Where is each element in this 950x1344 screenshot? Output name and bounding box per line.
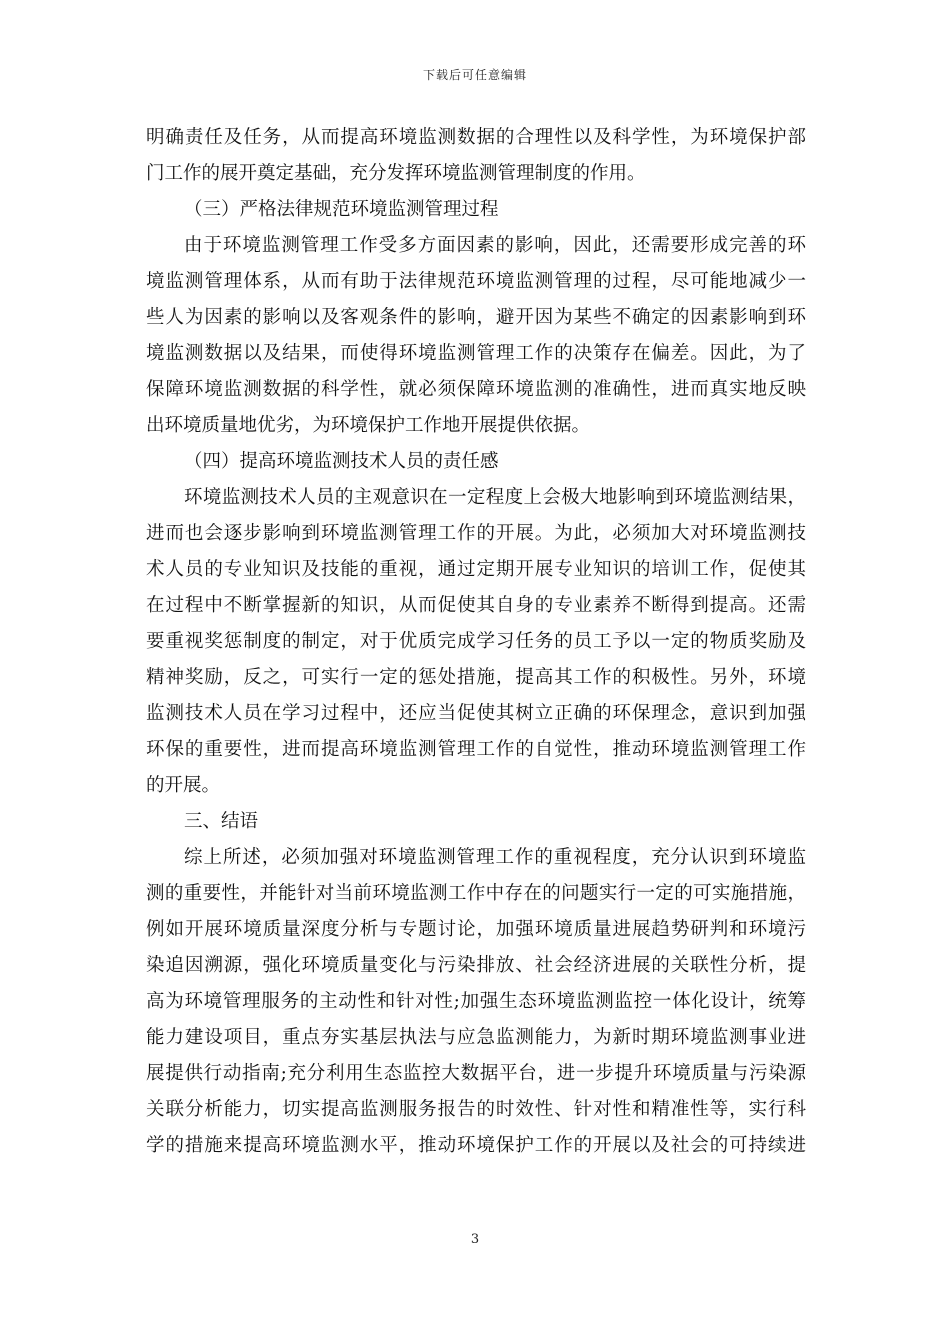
- paragraph-line: 环保的重要性，进而提高环境监测管理工作的自觉性，推动环境监测管理工作: [146, 739, 806, 760]
- paragraph-line: 学的措施来提高环境监测水平，推动环境保护工作的开展以及社会的可持续进: [146, 1135, 806, 1156]
- paragraph-line: 展提供行动指南;充分利用生态监控大数据平台，进一步提升环境质量与污染源: [146, 1063, 806, 1084]
- section-heading: 三、结语: [184, 811, 259, 832]
- paragraph-line: 环境监测技术人员的主观意识在一定程度上会极大地影响到环境监测结果，: [184, 487, 806, 508]
- paragraph-line: 门工作的展开奠定基础，充分发挥环境监测管理制度的作用。: [146, 163, 646, 184]
- document-body: [146, 120, 806, 1164]
- paragraph-line: 例如开展环境质量深度分析与专题讨论，加强环境质量进展趋势研判和环境污: [146, 919, 806, 940]
- paragraph-line: 精神奖励，反之，可实行一定的惩处措施，提高其工作的积极性。另外，环境: [146, 667, 806, 688]
- paragraph-line: 染追因溯源，强化环境质量变化与污染排放、社会经济进展的关联性分析，提: [146, 955, 806, 976]
- section-heading: （三）严格法律规范环境监测管理过程: [184, 199, 499, 220]
- paragraph-line: 进而也会逐步影响到环境监测管理工作的开展。为此，必须加大对环境监测技: [146, 523, 806, 544]
- paragraph-line: 在过程中不断掌握新的知识，从而促使其自身的专业素养不断得到提高。还需: [146, 595, 806, 616]
- paragraph-line: 术人员的专业知识及技能的重视，通过定期开展专业知识的培训工作，促使其: [146, 559, 806, 580]
- paragraph-line: 监测技术人员在学习过程中，还应当促使其树立正确的环保理念，意识到加强: [146, 703, 806, 724]
- paragraph-line: 要重视奖惩制度的制定，对于优质完成学习任务的员工予以一定的物质奖励及: [146, 631, 806, 652]
- paragraph-line: 测的重要性，并能针对当前环境监测工作中存在的问题实行一定的可实施措施，: [146, 883, 806, 904]
- paragraph-line: 综上所述，必须加强对环境监测管理工作的重视程度，充分认识到环境监: [184, 847, 806, 868]
- page-number: 3: [470, 1232, 480, 1247]
- page-header: 下载后可任意编辑: [422, 68, 527, 82]
- section-heading: （四）提高环境监测技术人员的责任感: [184, 451, 499, 472]
- paragraph-line: 的开展。: [146, 775, 221, 796]
- paragraph-line: 境监测数据以及结果，而使得环境监测管理工作的决策存在偏差。因此，为了: [146, 343, 806, 364]
- paragraph-line: 保障环境监测数据的科学性，就必须保障环境监测的准确性，进而真实地反映: [146, 379, 806, 400]
- paragraph-line: 高为环境管理服务的主动性和针对性;加强生态环境监测监控一体化设计，统筹: [146, 991, 806, 1012]
- paragraph-line: 明确责任及任务，从而提高环境监测数据的合理性以及科学性，为环境保护部: [146, 127, 806, 148]
- paragraph-line: 出环境质量地优劣，为环境保护工作地开展提供依据。: [146, 415, 591, 436]
- paragraph-line: 关联分析能力，切实提高监测服务报告的时效性、针对性和精准性等，实行科: [146, 1099, 806, 1120]
- paragraph-line: 境监测管理体系，从而有助于法律规范环境监测管理的过程，尽可能地减少一: [146, 271, 806, 292]
- paragraph-line: 些人为因素的影响以及客观条件的影响，避开因为某些不确定的因素影响到环: [146, 307, 806, 328]
- paragraph-line: 由于环境监测管理工作受多方面因素的影响，因此，还需要形成完善的环: [184, 235, 806, 256]
- paragraph-line: 能力建设项目，重点夯实基层执法与应急监测能力，为新时期环境监测事业进: [146, 1027, 806, 1048]
